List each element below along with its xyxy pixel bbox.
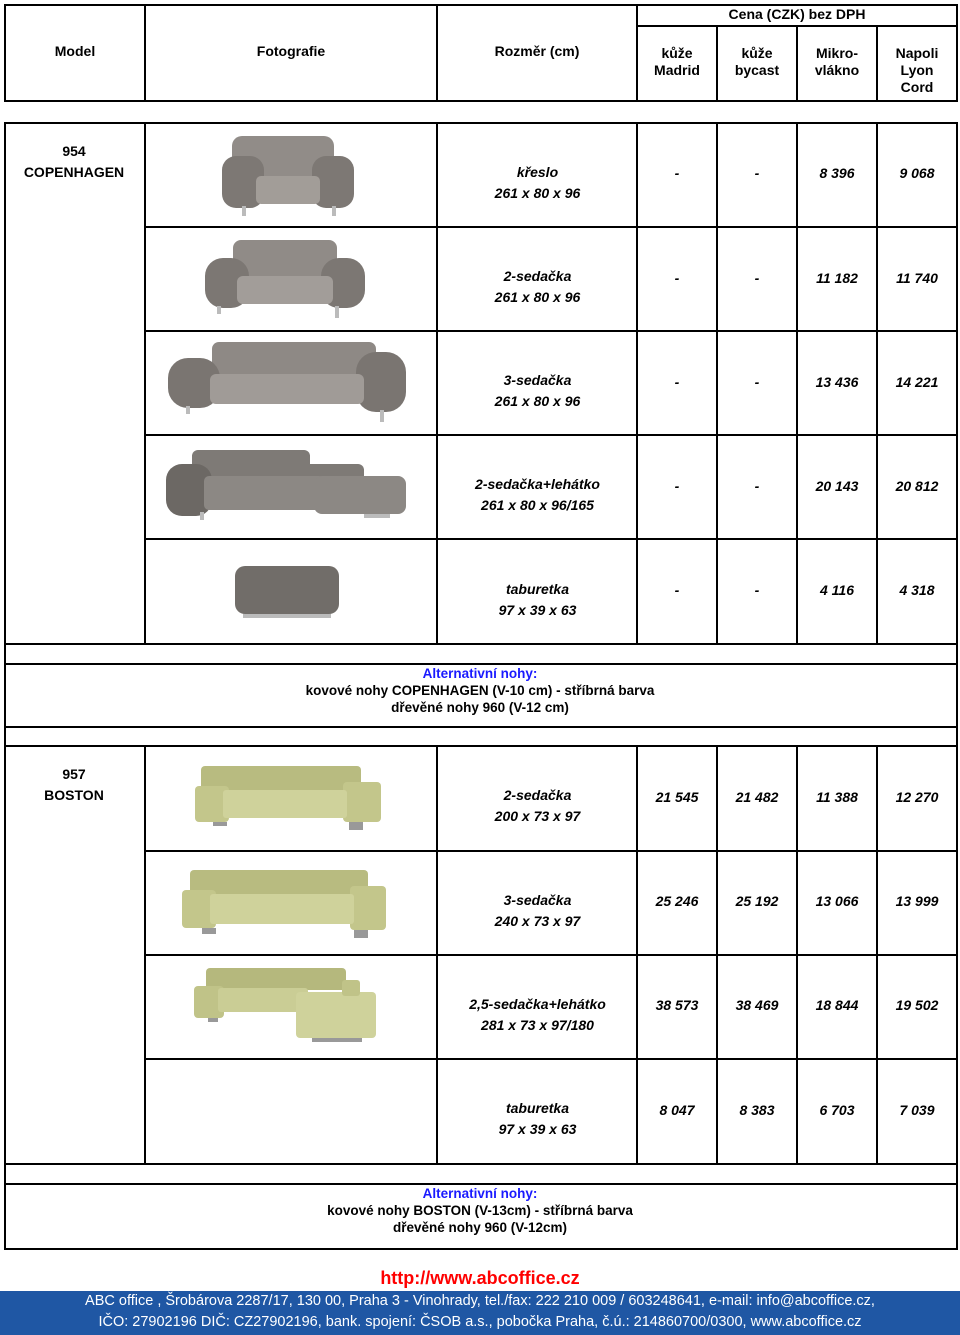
- price-napoli: 20 812: [895, 478, 939, 494]
- col-madrid-header: kůže Madrid: [654, 45, 700, 78]
- product-type: taburetka: [505, 1100, 570, 1116]
- model-number: 957: [62, 766, 86, 782]
- price-bycast: 25 192: [735, 893, 779, 909]
- copenhagen-3-seater-photo: [166, 338, 408, 426]
- product-type: 3-sedačka: [503, 892, 572, 908]
- col-napoli-header: Napoli Lyon Cord: [895, 45, 939, 95]
- price-madrid: 25 246: [655, 893, 699, 909]
- price-microfiber: 6 703: [819, 1102, 855, 1118]
- product-size: 261 x 80 x 96: [494, 289, 581, 305]
- product-size: 200 x 73 x 97: [494, 808, 581, 824]
- product-size: 261 x 80 x 96: [494, 393, 581, 409]
- price-madrid: 8 047: [659, 1102, 695, 1118]
- price-microfiber: 13 436: [815, 374, 859, 390]
- price-napoli: 14 221: [895, 374, 939, 390]
- boston-corner-sofa-photo: [192, 964, 378, 1046]
- price-madrid: -: [674, 165, 680, 181]
- alternative-legs-wood: dřevěné nohy 960 (V-12cm): [392, 1220, 568, 1235]
- price-microfiber: 11 182: [816, 270, 858, 286]
- alternative-legs-title: Alternativní nohy:: [422, 666, 538, 681]
- footer-contact-line: ABC office , Šrobárova 2287/17, 130 00, Praha 3 - Vinohrady, tel./fax: 222 210 009 / 603248641, e-mail: info@abcoffice.cz,: [0, 1291, 960, 1312]
- price-napoli: 19 502: [895, 997, 939, 1013]
- copenhagen-2-seater-photo: [203, 236, 367, 322]
- price-napoli: 12 270: [895, 789, 939, 805]
- size-header: Rozměr (cm): [494, 43, 580, 59]
- price-napoli: 4 318: [899, 582, 935, 598]
- product-size: 261 x 80 x 96: [494, 185, 581, 201]
- product-type: 2-sedačka: [503, 268, 572, 284]
- price-bycast: -: [754, 165, 760, 181]
- alternative-legs-metal: kovové nohy BOSTON (V-13cm) - stříbrná barva: [327, 1203, 633, 1218]
- price-madrid: 38 573: [655, 997, 699, 1013]
- price-microfiber: 11 388: [816, 789, 858, 805]
- price-microfiber: 8 396: [819, 165, 855, 181]
- model-name: COPENHAGEN: [23, 164, 125, 180]
- copenhagen-corner-sofa-photo: [164, 446, 408, 530]
- col-microfiber-header: Mikro- vlákno: [814, 45, 860, 78]
- product-size: 97 x 39 x 63: [498, 1121, 577, 1137]
- product-size: 281 x 73 x 97/180: [481, 1017, 594, 1033]
- price-madrid: 21 545: [655, 789, 699, 805]
- product-type: 2-sedačka: [503, 787, 572, 803]
- product-type: taburetka: [505, 581, 570, 597]
- product-type: 2,5-sedačka+lehátko: [469, 996, 606, 1012]
- product-size: 97 x 39 x 63: [498, 602, 577, 618]
- price-napoli: 13 999: [895, 893, 939, 909]
- price-bycast: -: [754, 374, 760, 390]
- copenhagen-armchair-photo: [220, 130, 360, 220]
- price-madrid: -: [674, 374, 680, 390]
- copenhagen-stool-photo: [233, 562, 341, 624]
- photo-header: Fotografie: [256, 43, 326, 59]
- alternative-legs-title: Alternativní nohy:: [422, 1186, 538, 1201]
- col-bycast-header: kůže bycast: [734, 45, 780, 78]
- price-group-header: Cena (CZK) bez DPH: [728, 6, 866, 22]
- product-size: 240 x 73 x 97: [494, 913, 581, 929]
- price-microfiber: 13 066: [815, 893, 859, 909]
- price-microfiber: 4 116: [820, 582, 854, 598]
- model-header: Model: [54, 43, 96, 59]
- alternative-legs-metal: kovové nohy COPENHAGEN (V-10 cm) - stříbrná barva: [305, 683, 655, 698]
- product-type: křeslo: [516, 164, 559, 180]
- product-size: 261 x 80 x 96/165: [481, 497, 594, 513]
- price-madrid: -: [674, 582, 680, 598]
- price-napoli: 7 039: [899, 1102, 935, 1118]
- price-bycast: 38 469: [735, 997, 779, 1013]
- boston-2-seater-photo: [193, 762, 385, 836]
- alternative-legs-note: [6, 665, 954, 716]
- model-name: BOSTON: [44, 787, 104, 803]
- alternative-legs-wood: dřevěné nohy 960 (V-12 cm): [391, 700, 569, 715]
- footer-company-line: IČO: 27902196 DIČ: CZ27902196, bank. spojení: ČSOB a.s., pobočka Praha, č.ú.: 214860700/0300, www.abcoffice.cz: [0, 1312, 960, 1335]
- price-bycast: -: [754, 478, 760, 494]
- website-link[interactable]: http://www.abcoffice.cz: [380, 1268, 580, 1288]
- alternative-legs-note: [6, 1185, 954, 1236]
- boston-3-seater-photo: [180, 866, 390, 944]
- price-madrid: -: [674, 270, 680, 286]
- price-bycast: 21 482: [735, 789, 779, 805]
- product-type: 2-sedačka+lehátko: [475, 476, 600, 492]
- price-napoli: 9 068: [899, 165, 935, 181]
- price-bycast: -: [754, 582, 760, 598]
- copenhagen-table: [4, 122, 958, 728]
- price-microfiber: 20 143: [815, 478, 859, 494]
- model-number: 954: [62, 143, 86, 159]
- product-type: 3-sedačka: [503, 372, 572, 388]
- price-microfiber: 18 844: [815, 997, 859, 1013]
- price-bycast: 8 383: [739, 1102, 775, 1118]
- price-madrid: -: [674, 478, 680, 494]
- price-napoli: 11 740: [896, 270, 938, 286]
- price-bycast: -: [754, 270, 760, 286]
